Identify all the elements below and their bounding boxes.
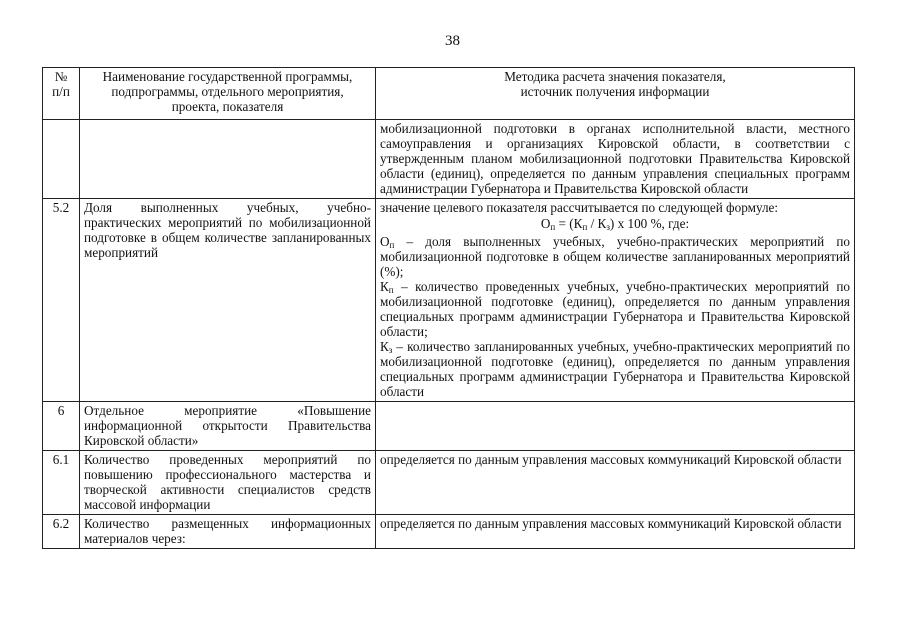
table-row [43,199,855,402]
formula-k1-sub: п [582,222,588,232]
row-name: Доля выполненных учебных, учебно-практических мероприятий по мобилизационной подготовке в общем количестве запланированных мероприятий [80,199,376,402]
table-row [43,515,855,549]
definition-subscript: з [388,345,393,355]
definition-symbol: К [380,339,389,354]
page-number: 38 [445,33,460,49]
row-method [376,199,855,402]
header-method-label: Методика расчета значения показателя, источник получения информации [504,69,726,99]
row-num: 6 [43,402,80,451]
definition [380,339,850,399]
formula-lhs-sub: п [550,222,556,232]
row-num: 6.1 [43,451,80,515]
definition-symbol: К [380,279,389,294]
header-num [43,68,80,120]
row-name [80,120,376,199]
row-method: мобилизационной подготовки в органах исполнительной власти, местного самоуправления и организациях Кировской области, в соответствии с утвержденным планом мобилизационной подготовки Правительства Кировской области (единиц), определяется по данным управления специальных программ администрации Губернатора и Правительства Кировской области [376,120,855,199]
formula-lhs: О [540,216,551,231]
row-name: Количество проведенных мероприятий по повышению профессионального мастерства и творческой активности специалистов средств массовой информации [80,451,376,515]
row-num: 5.2 [43,199,80,402]
definition-subscript: п [388,285,394,295]
formula-intro: значение целевого показателя рассчитывается по следующей формуле: [380,200,779,215]
table-row [43,120,855,199]
row-num: 6.2 [43,515,80,549]
definition-symbol: О [380,234,390,249]
row-method [376,402,855,451]
formula-rest: ) x 100 %, где: [609,216,690,231]
table-header-row [43,68,855,120]
formula [380,216,850,231]
row-num [43,120,80,199]
header-name [80,68,376,120]
formula-eq: = (К [555,216,583,231]
table-row [43,451,855,515]
formula-slash: / К [587,216,607,231]
header-name-label: Наименование государственной программы, подпрограммы, отдельного мероприятия, проекта, показателя [102,69,353,114]
definition-text: – количество запланированных учебных, учебно-практических мероприятий по мобилизационной подготовке (единиц), определяется по данным управления специальных программ администрации Губернатора и Правительства Кировской области [380,339,850,399]
row-method: определяется по данным управления массовых коммуникаций Кировской области [376,515,855,549]
formula-k2-sub: з [606,222,610,232]
header-method [376,68,855,120]
definition [380,279,850,339]
table-row [43,402,855,451]
row-name: Отдельное мероприятие «Повышение информационной открытости Правительства Кировской области» [80,402,376,451]
definition [380,234,850,279]
indicators-table [42,67,855,549]
row-name: Количество размещенных информационных материалов через: [80,515,376,549]
header-num-label: № п/п [52,69,70,99]
definition-subscript: п [389,240,395,250]
row-method: определяется по данным управления массовых коммуникаций Кировской области [376,451,855,515]
definition-text: – доля выполненных учебных, учебно-практических мероприятий по мобилизационной подготовке в общем количестве запланированных мероприятий (%); [380,234,850,279]
definition-text: – количество проведенных учебных, учебно-практических мероприятий по мобилизационной подготовке (единиц), определяется по данным управления специальных программ администрации Губернатора и Правительства Кировской области; [380,279,850,339]
